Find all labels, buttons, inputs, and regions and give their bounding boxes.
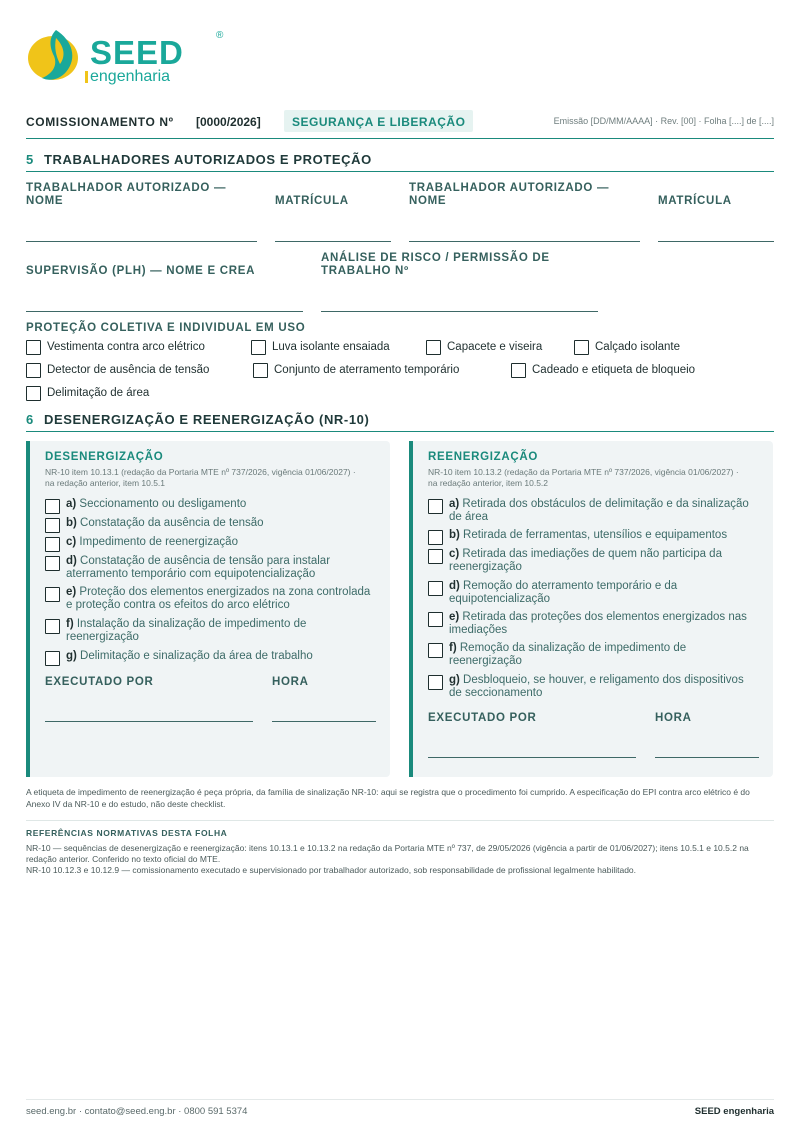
protection-item[interactable]: Vestimenta contra arco elétrico (26, 340, 205, 355)
matricula-2-field[interactable] (658, 241, 774, 242)
hora-field[interactable] (272, 721, 376, 722)
procedure-step[interactable]: f) Instalação da sinalização de impedimento de reenergização (45, 618, 375, 644)
checkbox[interactable] (428, 612, 443, 627)
procedure-step[interactable]: a) Seccionamento ou desligamento (45, 498, 375, 514)
procedure-step[interactable]: c) Impedimento de reenergização (45, 536, 375, 552)
checkbox[interactable] (428, 530, 443, 545)
reference-line: NR-10 — sequências de desenergização e reenergização: itens 10.13.1 e 10.13.2 na redação da Portaria MTE nº 737, de 29/05/2026 (vigência a partir de 01/06/2027); itens 10.5.1 e 10.5.2 na redação anterior. Conferido no texto oficial do MTE. (26, 843, 749, 864)
checkbox[interactable] (511, 363, 526, 378)
section-5-heading (26, 152, 774, 172)
checkbox[interactable] (26, 363, 41, 378)
checkbox[interactable] (428, 549, 443, 564)
procedure-step[interactable]: g) Desbloqueio, se houver, e religamento dos dispositivos de seccionamento (428, 674, 758, 700)
reference-line: NR-10 10.12.3 e 10.12.9 — comissionamento executado e supervisionado por trabalhador autorizado, sob responsabilidade de profissional legalmente habilitado. (26, 865, 637, 875)
checkbox[interactable] (45, 651, 60, 666)
procedure-step[interactable]: f) Remoção da sinalização de impedimento de reenergização (428, 642, 758, 668)
checkbox[interactable] (45, 537, 60, 552)
checkbox[interactable] (45, 587, 60, 602)
footer-contacts: seed.eng.br · contato@seed.eng.br · 0800 591 5374 (26, 1106, 248, 1117)
procedure-step[interactable]: e) Retirada das proteções dos elementos energizados nas imediações (428, 611, 758, 637)
divider (26, 820, 774, 821)
checkbox[interactable] (251, 340, 266, 355)
seed-leaf-icon (26, 26, 84, 84)
procedure-step[interactable]: g) Delimitação e sinalização da área de trabalho (45, 650, 375, 666)
procedure-step[interactable]: c) Retirada das imediações de quem não participa da reenergização (428, 548, 758, 574)
hora-label: HORA (655, 712, 692, 724)
analise-risco-field[interactable] (321, 311, 598, 312)
desenergizacao-panel (26, 441, 390, 777)
executado-por-field[interactable] (45, 721, 253, 722)
panel-title: DESENERGIZAÇÃO (45, 451, 164, 463)
executado-por-field[interactable] (428, 757, 636, 758)
analise-risco-label: ANÁLISE DE RISCO / PERMISSÃO DE TRABALHO Nº (321, 252, 550, 277)
worker-1-name-label: TRABALHADOR AUTORIZADO — NOME (26, 182, 227, 207)
matricula-1-label: MATRÍCULA (275, 195, 349, 207)
protection-item[interactable]: Cadeado e etiqueta de bloqueio (511, 363, 695, 378)
logo-subtitle: engenharia (90, 68, 171, 85)
worker-1-name-field[interactable] (26, 241, 257, 242)
protection-item[interactable]: Delimitação de área (26, 386, 149, 401)
checkbox[interactable] (26, 386, 41, 401)
checkbox[interactable] (428, 643, 443, 658)
header-divider (26, 138, 774, 139)
checkbox[interactable] (253, 363, 268, 378)
panel-title: REENERGIZAÇÃO (428, 451, 539, 463)
protection-item[interactable]: Detector de ausência de tensão (26, 363, 209, 378)
procedure-step[interactable]: b) Constatação da ausência de tensão (45, 517, 375, 533)
protection-item[interactable]: Conjunto de aterramento temporário (253, 363, 459, 378)
header-title: COMISSIONAMENTO Nº (26, 115, 174, 129)
executado-por-label: EXECUTADO POR (428, 712, 537, 724)
section-title: DESENERGIZAÇÃO E REENERGIZAÇÃO (NR-10) (44, 412, 370, 427)
section-title: TRABALHADORES AUTORIZADOS E PROTEÇÃO (44, 152, 372, 167)
procedure-step[interactable]: d) Remoção do aterramento temporário e da equipotencialização (428, 580, 758, 606)
checkbox[interactable] (45, 619, 60, 634)
footer-divider (26, 1099, 774, 1100)
executado-por-label: EXECUTADO POR (45, 676, 154, 688)
worker-2-name-field[interactable] (409, 241, 640, 242)
procedure-step[interactable]: e) Proteção dos elementos energizados na zona controlada e proteção contra os efeitos do arco elétrico (45, 586, 375, 612)
procedure-step[interactable]: a) Retirada dos obstáculos de delimitação e da sinalização de área (428, 498, 758, 524)
section-number: 5 (26, 152, 34, 167)
checkbox[interactable] (428, 675, 443, 690)
checkbox[interactable] (428, 581, 443, 596)
footnote: A etiqueta de impedimento de reenergização é peça própria, da família de sinalização NR-10: aqui se registra que o procedimento foi cumprido. A especificação do EPI contra arco elétrico é do Anexo IV da NR-10 e do estudo, não deste checklist. (26, 787, 750, 809)
registered-mark: ® (216, 30, 224, 41)
header-tag: SEGURANÇA E LIBERAÇÃO (284, 110, 473, 132)
protection-item[interactable]: Calçado isolante (574, 340, 680, 355)
section-6-heading (26, 412, 774, 432)
checkbox[interactable] (574, 340, 589, 355)
header-meta: Emissão [DD/MM/AAAA] · Rev. [00] · Folha [....] de [....] (553, 116, 774, 126)
protection-item[interactable]: Luva isolante ensaiada (251, 340, 390, 355)
checkbox[interactable] (428, 499, 443, 514)
reenergizacao-panel (409, 441, 773, 777)
procedure-step[interactable]: d) Constatação de ausência de tensão para instalar aterramento temporário com equipotencialização (45, 555, 375, 581)
panel-subtitle: NR-10 item 10.13.1 (redação da Portaria MTE nº 737/2026, vigência 01/06/2027) · na redação anterior, item 10.5.1 (45, 467, 356, 488)
matricula-2-label: MATRÍCULA (658, 195, 732, 207)
checkbox[interactable] (45, 518, 60, 533)
hora-label: HORA (272, 676, 309, 688)
seed-logo (26, 26, 224, 86)
section-number: 6 (26, 412, 34, 427)
checkbox[interactable] (426, 340, 441, 355)
protection-item[interactable]: Capacete e viseira (426, 340, 542, 355)
worker-2-name-label: TRABALHADOR AUTORIZADO — NOME (409, 182, 610, 207)
procedure-step[interactable]: b) Retirada de ferramentas, utensílios e equipamentos (428, 529, 758, 545)
matricula-1-field[interactable] (275, 241, 391, 242)
footer-brand: SEED engenharia (694, 1106, 774, 1117)
checkbox[interactable] (26, 340, 41, 355)
logo-wordmark: SEED (90, 34, 184, 71)
protecao-label: PROTEÇÃO COLETIVA E INDIVIDUAL EM USO (26, 322, 306, 334)
references-title: REFERÊNCIAS NORMATIVAS DESTA FOLHA (26, 828, 228, 838)
commissioning-number: [0000/2026] (196, 115, 261, 129)
supervisao-label: SUPERVISÃO (PLH) — NOME E CREA (26, 265, 256, 277)
panel-subtitle: NR-10 item 10.13.2 (redação da Portaria MTE nº 737/2026, vigência 01/06/2027) · na redação anterior, item 10.5.2 (428, 467, 739, 488)
document-header (26, 110, 774, 136)
checkbox[interactable] (45, 499, 60, 514)
supervisao-field[interactable] (26, 311, 303, 312)
hora-field[interactable] (655, 757, 759, 758)
checkbox[interactable] (45, 556, 60, 571)
